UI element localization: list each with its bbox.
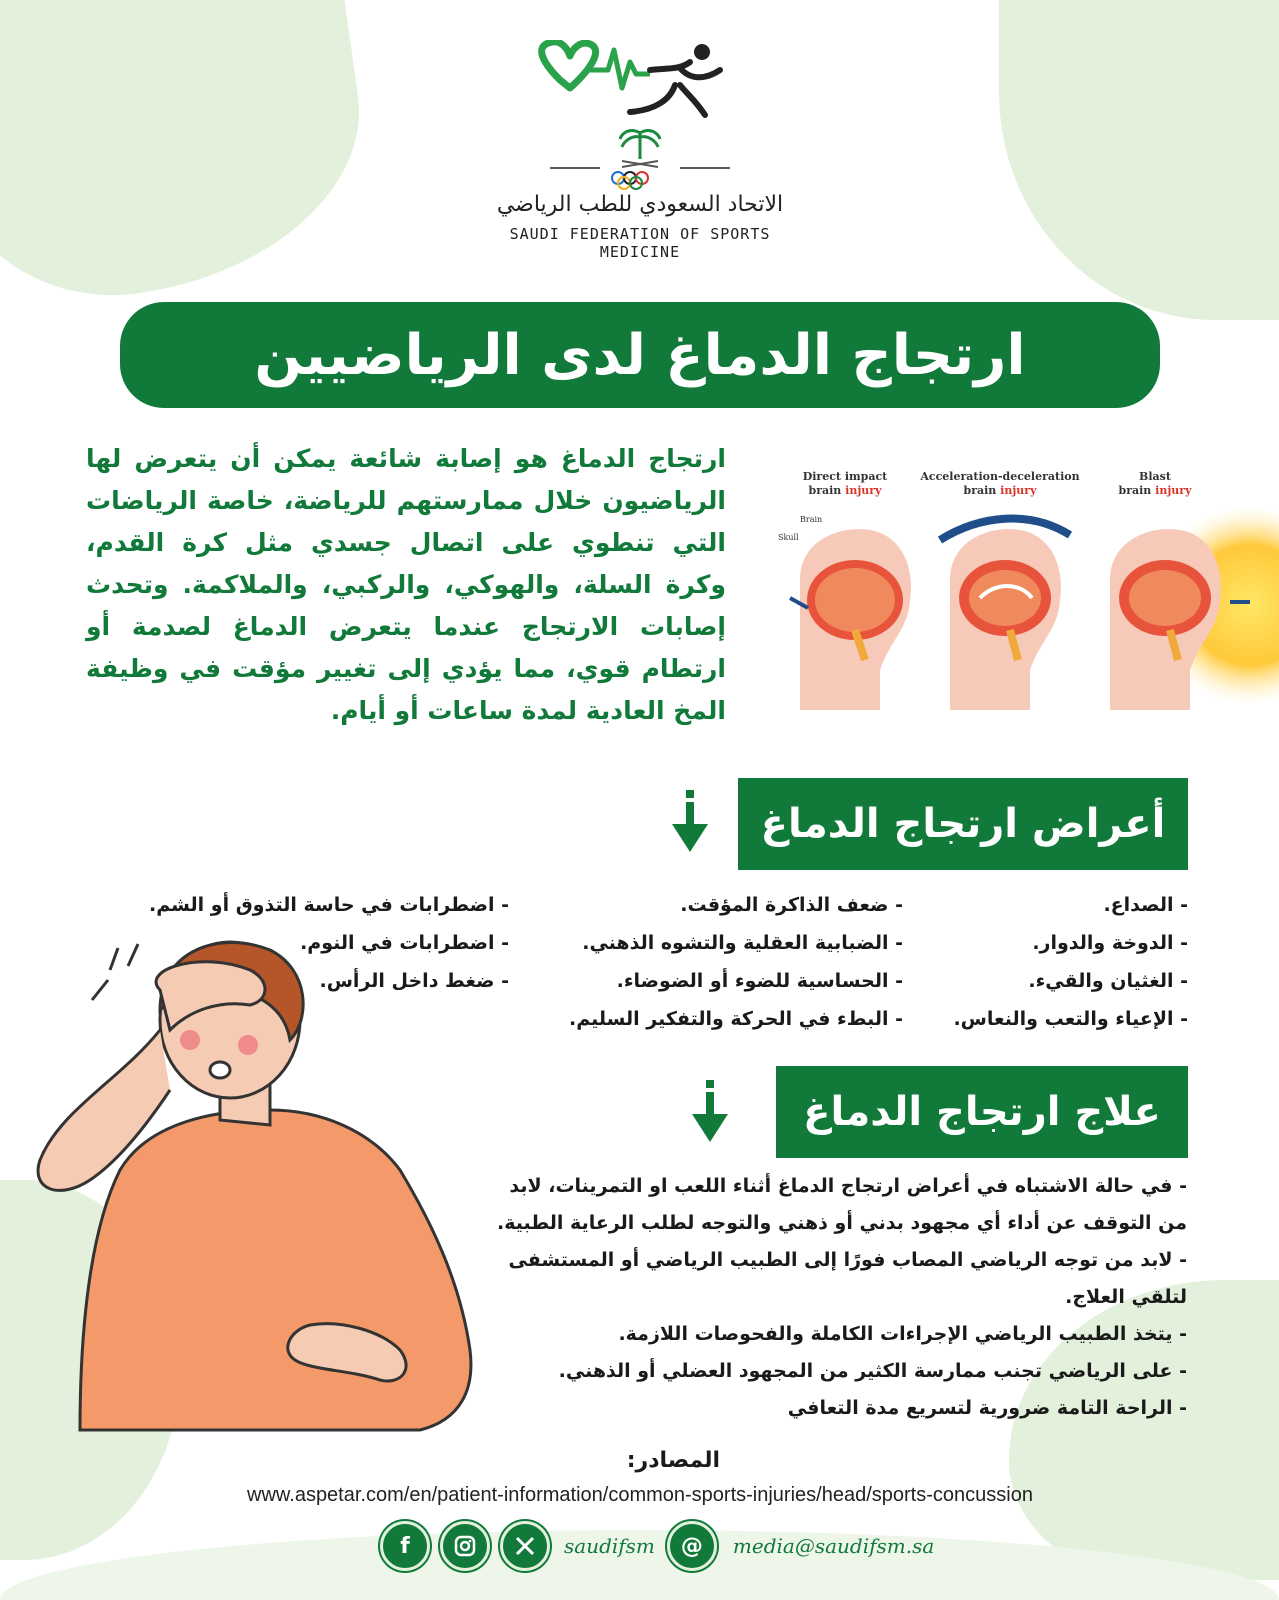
logo-mark-icon (530, 40, 750, 190)
diagram-label-acceleration: Acceleration-deceleration brain injury (920, 470, 1080, 497)
symptom-item: - ضغط داخل الرأس. (319, 970, 509, 992)
federation-logo (470, 40, 810, 280)
down-arrow-icon (668, 790, 712, 854)
facebook-icon[interactable]: f (380, 1521, 430, 1571)
brain-heads-illustration (770, 470, 1279, 730)
social-handle[interactable]: saudifsm (564, 1534, 655, 1558)
headache-person-illustration (20, 930, 490, 1450)
bg-blob-top-left (0, 0, 381, 318)
svg-text:Skull: Skull (778, 533, 799, 542)
treatment-item: - يتخذ الطبيب الرياضي الإجراءات الكاملة والفحوصات اللازمة. (618, 1323, 1187, 1345)
symptom-item: - الضبابية العقلية والتشوه الذهني. (582, 932, 903, 954)
instagram-icon[interactable] (440, 1521, 490, 1571)
intro-paragraph: ارتجاج الدماغ هو إصابة شائعة يمكن أن يتعرض لها الرياضيون خلال ممارستهم للرياضة، خاصة الرياضات التي تنطوي على اتصال جسدي مثل كرة القدم، وكرة السلة، والهوكي، والركبي، والملاكمة. وتحدث إصابات الارتجاج عندما يتعرض الدماغ لصدمة أو ارتطام قوي، مما يؤدي إلى تغيير مؤقت في وظيفة المخ العادية لمدة ساعات أو أيام. (86, 444, 726, 725)
symptom-item: - اضطرابات في حاسة التذوق أو الشم. (149, 894, 509, 916)
treatment-header-text: علاج ارتجاج الدماغ (803, 1089, 1161, 1135)
symptom-item: - ضعف الذاكرة المؤقت. (680, 894, 903, 916)
down-arrow-icon (688, 1080, 732, 1144)
symptom-item: - الإعياء والتعب والنعاس. (953, 1008, 1188, 1030)
treatment-item: - لابد من توجه الرياضي المصاب فورًا إلى الطبيب الرياضي أو المستشفى لتلقي العلاج. (508, 1249, 1187, 1308)
diagram-label-direct-impact: Direct impact brain injury (802, 470, 888, 497)
x-icon[interactable] (500, 1521, 550, 1571)
symptoms-column-1 (953, 886, 1188, 1038)
treatment-list (475, 1168, 1187, 1427)
sources-label: المصادر: (626, 1448, 720, 1473)
symptoms-header-text: أعراض ارتجاج الدماغ (760, 801, 1166, 847)
treatment-item: - في حالة الاشتباه في أعراض ارتجاج الدماغ أثناء اللعب او التمرينات، لابد من التوقف عن أداء أي مجهود بدني أو ذهني والتوجه لطلب الرعاية الطبية. (497, 1175, 1187, 1234)
symptom-item: - الغثيان والقيء. (1028, 970, 1188, 992)
email-icon[interactable]: @ (667, 1521, 717, 1571)
symptom-item: - اضطرابات في النوم. (300, 932, 509, 954)
federation-name-arabic: الاتحاد السعودي للطب الرياضي (496, 192, 784, 217)
source-link[interactable]: www.aspetar.com/en/patient-information/common-sports-injuries/head/sports-concussion (247, 1484, 1033, 1506)
bg-blob-top-right (999, 0, 1279, 320)
symptom-item: - البطء في الحركة والتفكير السليم. (569, 1008, 903, 1030)
federation-name-english: SAUDI FEDERATION OF SPORTS MEDICINE (509, 225, 771, 261)
brain-injury-diagram (770, 470, 1279, 730)
symptoms-header (738, 778, 1188, 870)
symptom-item: - الدوخة والدوار. (1032, 932, 1188, 954)
treatment-item: - الراحة التامة ضرورية لتسريع مدة التعافي (787, 1397, 1187, 1419)
page-title-bar (120, 302, 1160, 408)
symptom-item: - الصداع. (1103, 894, 1188, 916)
contact-email[interactable]: media@saudifsm.sa (732, 1534, 935, 1558)
treatment-header (776, 1066, 1188, 1158)
treatment-item: - على الرياضي تجنب ممارسة الكثير من المجهود العضلي أو الذهني. (558, 1360, 1187, 1382)
social-links (380, 1520, 934, 1572)
symptom-item: - الحساسية للضوء أو الضوضاء. (616, 970, 903, 992)
symptoms-column-2 (569, 886, 903, 1038)
page-title: ارتجاج الدماغ لدى الرياضيين (254, 322, 1026, 388)
diagram-label-blast: Blast brain injury (1118, 470, 1192, 497)
svg-text:Brain: Brain (800, 515, 823, 524)
